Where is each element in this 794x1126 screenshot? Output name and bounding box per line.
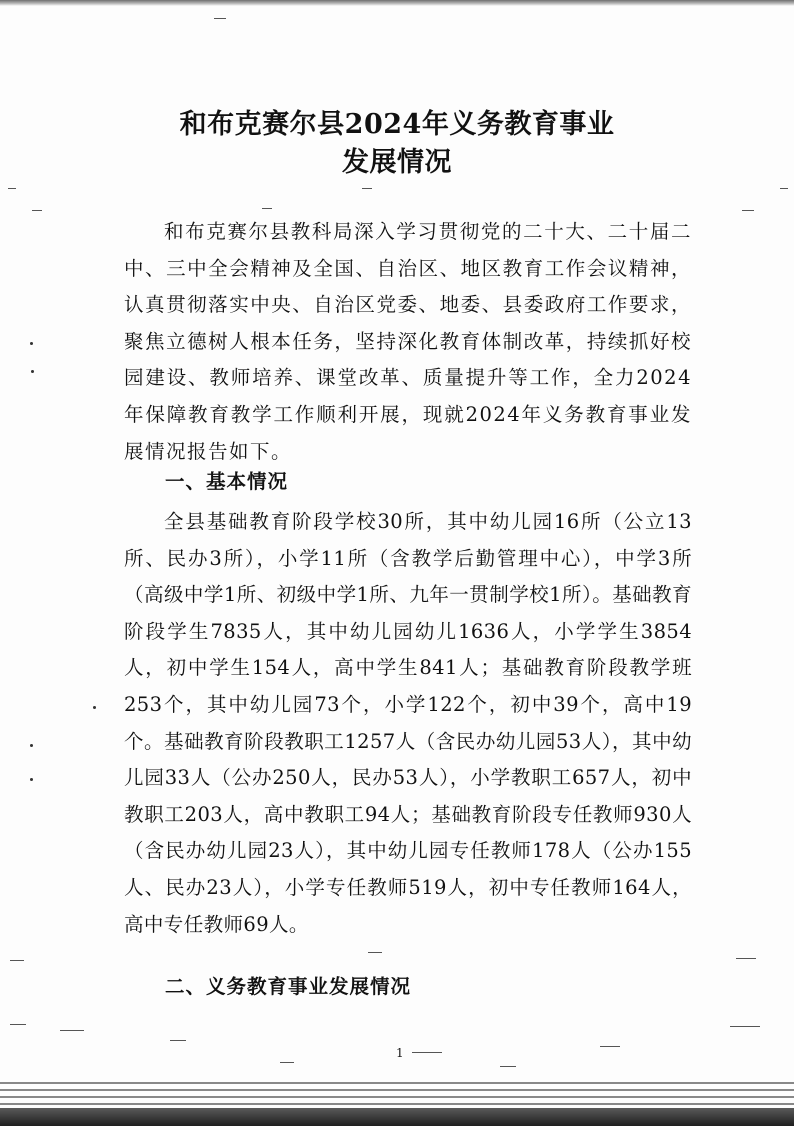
scan-mark	[262, 208, 272, 209]
intro-paragraph: 和布克赛尔县教科局深入学习贯彻党的二十大、二十届二中、三中全会精神及全国、自治区、地区教育工作会议精神，认真贯彻落实中央、自治区党委、地委、县委政府工作要求，聚焦立德树人根本任务，坚持深化教育体制改革，持续抓好校园建设、教师培养、课堂改革、质量提升等工作，全力2024年保障教育教学工作顺利开展，现就2024年义务教育事业发展情况报告如下。	[124, 220, 692, 463]
binding-hole-mark	[31, 370, 34, 373]
basic-situation-paragraph: 全县基础教育阶段学校30所，其中幼儿园16所（公立13所、民办3所），小学11所（含教学后勤管理中心），中学3所（高级中学1所、初级中学1所、九年一贯制学校1所）。基础教育阶段学生7835人，其中幼儿园幼儿1636人，小学学生3854人，初中学生154人，高中学生841人；基础教育阶段教学班253个，其中幼儿园73个，小学122个，初中39个，高中19个。基础教育阶段教职工1257人（含民办幼儿园53人），其中幼儿园33人（公办250人，民办53人），小学教职工657人，初中教职工203人，高中教职工94人；基础教育阶段专任教师930人（含民办幼儿园23人），其中幼儿园专任教师178人（公办155人、民办23人），小学专任教师519人，初中专任教师164人，高中专任教师69人。	[124, 510, 692, 936]
scan-speck	[93, 706, 96, 709]
binding-hole-mark	[30, 778, 33, 781]
scan-mark	[214, 18, 226, 19]
document-title-line1: 和布克赛尔县2024年义务教育事业	[179, 109, 615, 140]
scan-mark	[600, 1046, 620, 1047]
page-number: 1	[396, 1046, 404, 1060]
scan-mark	[362, 188, 372, 189]
scan-mark	[10, 960, 24, 961]
scan-mark	[8, 188, 16, 189]
scan-mark	[780, 188, 788, 189]
scan-mark	[736, 958, 756, 959]
scan-mark	[280, 1062, 294, 1063]
scan-mark	[500, 1066, 516, 1067]
scan-edge-top	[0, 0, 794, 6]
scan-mark	[170, 1040, 186, 1041]
scan-mark	[412, 1052, 442, 1053]
binding-hole-mark	[30, 342, 33, 345]
section-heading-basic-situation: 一、基本情况	[165, 470, 289, 493]
scan-edge-bottom-solid	[0, 1108, 794, 1126]
scan-mark	[368, 952, 382, 953]
scan-mark	[60, 1030, 84, 1031]
binding-hole-mark	[30, 744, 33, 747]
scan-mark	[32, 210, 42, 211]
scan-mark	[730, 1026, 760, 1027]
document-title-line2: 发展情况	[342, 147, 452, 178]
scan-mark	[10, 1024, 26, 1025]
scan-mark	[742, 210, 754, 211]
section-heading-compulsory-education: 二、义务教育事业发展情况	[165, 975, 412, 998]
